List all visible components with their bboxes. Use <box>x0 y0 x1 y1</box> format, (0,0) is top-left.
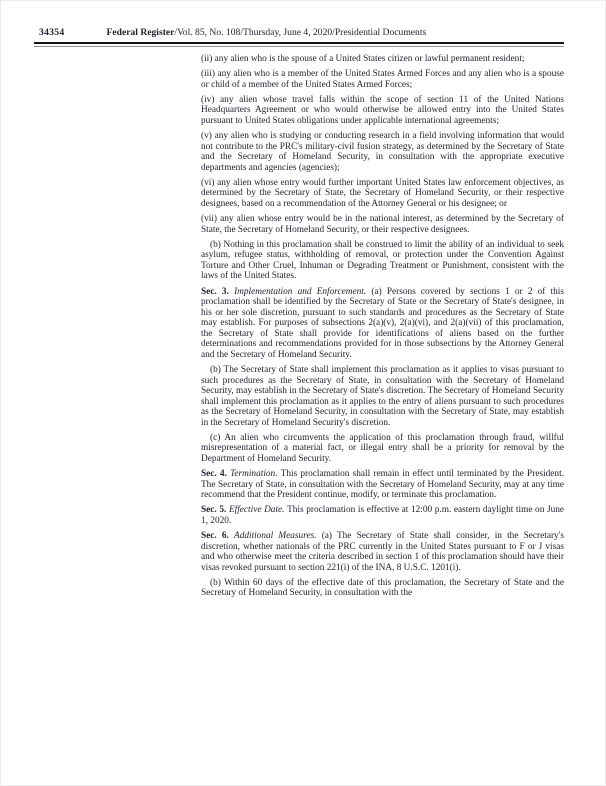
section-paragraph <box>201 505 564 526</box>
body-paragraph <box>201 214 564 235</box>
paragraph-text: (b) Within 60 days of the effective date of this proclamation, the Secretary of State and the Secretary of Homeland Security, in consultation with the <box>201 577 564 599</box>
paragraph-text: (a) Persons covered by sections 1 or 2 of this proclamation shall be identified by the Secretary of State or the Secretary of State's designee, in his or her sole discretion, pursuant to such standards and procedures as the Secretary of State may establish. For purposes of subsections 2(a)(v), 2(a)(vi), and 2(a)(vii) of this proclamation, the Secretary of State shall provide for identifications of aliens based on the further determinations and recommendations provided for in those subsections by the Attorney General and the Secretary of Homeland Security. <box>201 286 564 360</box>
body-paragraph <box>201 433 564 465</box>
paragraph-text: (b) The Secretary of State shall implement this proclamation as it applies to visas pursuant to such procedures as the Secretary of State, in consultation with the Secretary of Homeland Security, may establish in the Secretary of State's discretion. The Secretary of Homeland Security shall implement this proclamation as it applies to the entry of aliens pursuant to such procedures as the Secretary of Homeland Security, in consultation with the Secretary of State, may establish in the Secretary of Homeland Security's discretion. <box>201 364 564 428</box>
section-title: Termination. <box>230 469 281 480</box>
body-paragraph <box>201 578 564 599</box>
section-number: Sec. 6. <box>201 531 235 541</box>
body-paragraph <box>201 178 564 210</box>
header-rule <box>34 42 564 47</box>
section-number: Sec. 3. <box>201 286 235 297</box>
header-title <box>106 27 426 38</box>
paragraph-text: This proclamation shall remain in effect until terminated by the President. The Secretary of State, in consultation with the Secretary of Homeland Security, may at any time recommend that the President continue, modify, or terminate this proclamation. <box>201 469 564 501</box>
body-paragraph <box>201 69 564 90</box>
section-paragraph <box>201 469 564 501</box>
body-paragraph <box>201 240 564 282</box>
paragraph-text: (vii) any alien whose entry would be in the national interest, as determined by the Secretary of State, the Secretary of Homeland Security, or their respective designees. <box>201 214 564 235</box>
paragraph-text: (vi) any alien whose entry would further important United States law enforcement objectives, as determined by the Secretary of State, the Secretary of Homeland Security, or their respective designees, based on a recommendation of the Attorney General or his designee; or <box>201 177 564 209</box>
section-number: Sec. 4. <box>201 469 231 480</box>
body-paragraph <box>201 54 564 65</box>
paragraph-text: (a) The Secretary of State shall consider, in the Secretary's discretion, whether nationals of the PRC currently in the United States pursuant to F or J visas and who otherwise meet the criteria described in section 1 of this proclamation should have their visas revoked pursuant to section 221(i) of the INA, 8 U.S.C. 1201(i). <box>201 531 564 573</box>
paragraph-text: (ii) any alien who is the spouse of a United States citizen or lawful permanent resident; <box>201 54 525 64</box>
section-number: Sec. 5. <box>201 505 229 516</box>
page-header <box>39 27 564 38</box>
document-body <box>201 54 564 599</box>
issue-info: /Vol. 85, No. 108/Thursday, June 4, 2020/Presidential Documents <box>174 27 427 38</box>
section-paragraph <box>201 287 564 361</box>
section-title: Implementation and Enforcement. <box>234 286 372 297</box>
page-number: 34354 <box>39 27 65 38</box>
paragraph-text: (b) Nothing in this proclamation shall be construed to limit the ability of an individual to seek asylum, refugee status, withholding of removal, or protection under the Convention Against Torture and Other Cruel, Inhuman or Degrading Treatment or Punishment, consistent with the laws of the United States. <box>201 239 564 282</box>
section-title: Effective Date. <box>228 505 288 516</box>
paragraph-text: This proclamation is effective at 12:00 p.m. eastern daylight time on June 1, 2020. <box>201 505 565 526</box>
body-paragraph <box>201 365 564 428</box>
section-title: Additional Measures. <box>234 531 322 541</box>
paragraph-text: (c) An alien who circumvents the application of this proclamation through fraud, willful misrepresentation of a material fact, or illegal entry shall be a priority for removal by the Department of Homeland Security. <box>201 432 564 464</box>
paragraph-text: (v) any alien who is studying or conducting research in a field involving information that would not contribute to the PRC's military-civil fusion strategy, as determined by the Secretary of State and the Secretary of Homeland Security, in consultation with the appropriate executive departments and agencies (agencies); <box>201 131 564 173</box>
body-paragraph <box>201 95 564 127</box>
paragraph-text: (iv) any alien whose travel falls within the scope of section 11 of the United Nations Headquarters Agreement or who would otherwise be allowed entry into the United States pursuant to United States obligations under applicable international agreements; <box>201 94 564 126</box>
paragraph-text: (iii) any alien who is a member of the United States Armed Forces and any alien who is a spouse or child of a member of the United States Armed Forces; <box>201 69 564 90</box>
section-paragraph <box>201 531 564 573</box>
body-paragraph <box>201 131 564 173</box>
journal-title: Federal Register <box>106 27 175 38</box>
